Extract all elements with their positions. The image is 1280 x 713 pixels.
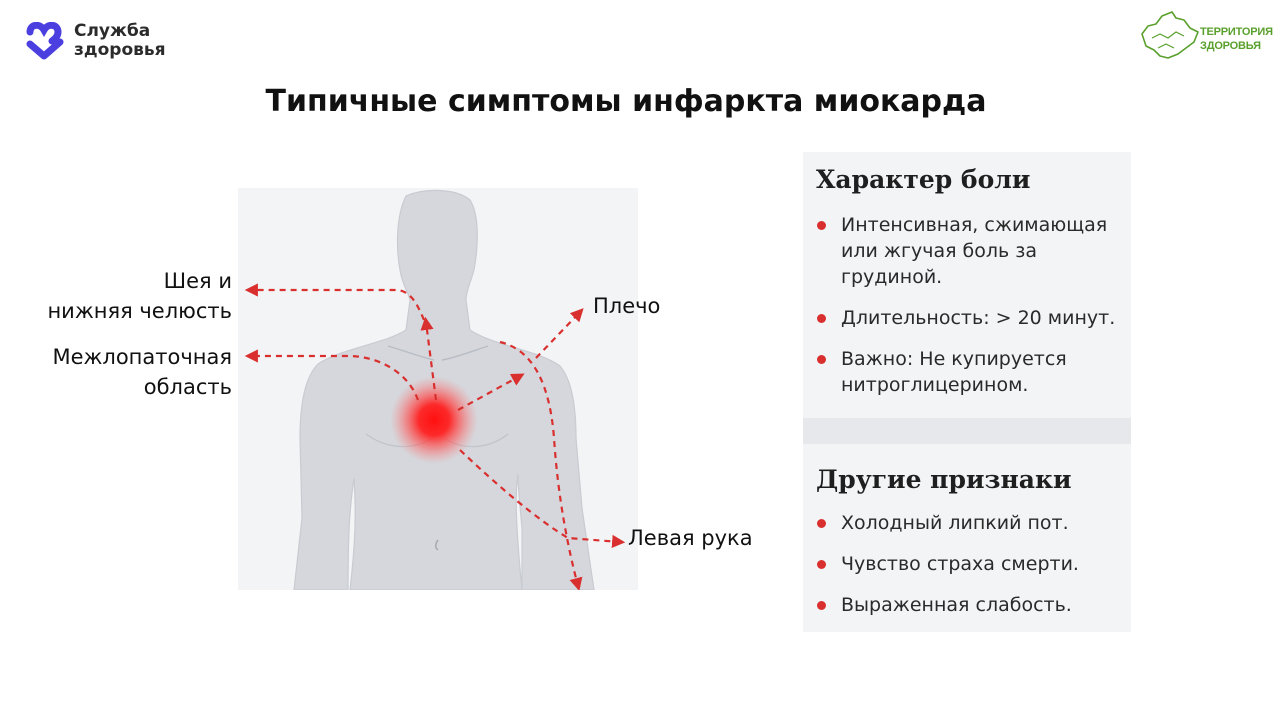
body-diagram: [238, 188, 638, 590]
partner-line-2: ЗДОРОВЬЯ: [1200, 40, 1261, 52]
partner-line-1: ТЕРРИТОРИЯ: [1200, 26, 1273, 38]
other-signs-list: [815, 510, 1125, 633]
label-neck-jaw: [47, 266, 232, 326]
label-interscapular: [52, 342, 232, 402]
list-item: [815, 346, 1125, 398]
label-neck-line-2: нижняя челюсть: [47, 299, 232, 323]
bullet-dot-icon: [817, 355, 826, 364]
partner-logo: [1138, 8, 1273, 64]
list-item-text: Холодный липкий пот.: [841, 512, 1069, 534]
brand-name: [74, 22, 166, 60]
heart-check-icon: [26, 22, 66, 62]
list-item-text: Длительность: > 20 минут.: [841, 307, 1116, 329]
list-item-text: Чувство страха смерти.: [841, 553, 1079, 575]
bullet-dot-icon: [817, 519, 826, 528]
label-shoulder: Плечо: [593, 294, 661, 318]
pain-center-glow: [390, 376, 478, 464]
brand-logo: [26, 22, 196, 66]
brand-line-2: здоровья: [74, 40, 166, 60]
bullet-dot-icon: [817, 601, 826, 610]
pain-symptom-list: [815, 212, 1125, 413]
list-item-text: Выраженная слабость.: [841, 594, 1072, 616]
other-signs-card: [803, 444, 1131, 632]
list-item: [815, 305, 1125, 331]
region-map-icon: [1138, 8, 1202, 64]
bullet-dot-icon: [817, 221, 826, 230]
card-title: Характер боли: [816, 165, 1031, 194]
list-item: [815, 592, 1125, 618]
partner-name: [1200, 25, 1273, 53]
list-item: [815, 212, 1125, 290]
list-item: [815, 510, 1125, 536]
list-item-text: Важно: Не купируется нитроглицерином.: [841, 348, 1067, 396]
card-title: Другие признаки: [816, 465, 1072, 494]
label-back-line-1: Межлопаточная: [52, 345, 232, 369]
pain-character-card: [803, 152, 1131, 418]
brand-line-1: Служба: [74, 21, 151, 41]
label-back-line-2: область: [143, 375, 232, 399]
label-left-arm: Левая рука: [628, 526, 753, 550]
label-neck-line-1: Шея и: [163, 269, 232, 293]
page-title: Типичные симптомы инфаркта миокарда: [265, 84, 987, 119]
list-item: [815, 551, 1125, 577]
bullet-dot-icon: [817, 560, 826, 569]
bullet-dot-icon: [817, 314, 826, 323]
card-divider: [803, 418, 1131, 444]
list-item-text: Интенсивная, сжимающая или жгучая боль за грудиной.: [841, 214, 1108, 288]
